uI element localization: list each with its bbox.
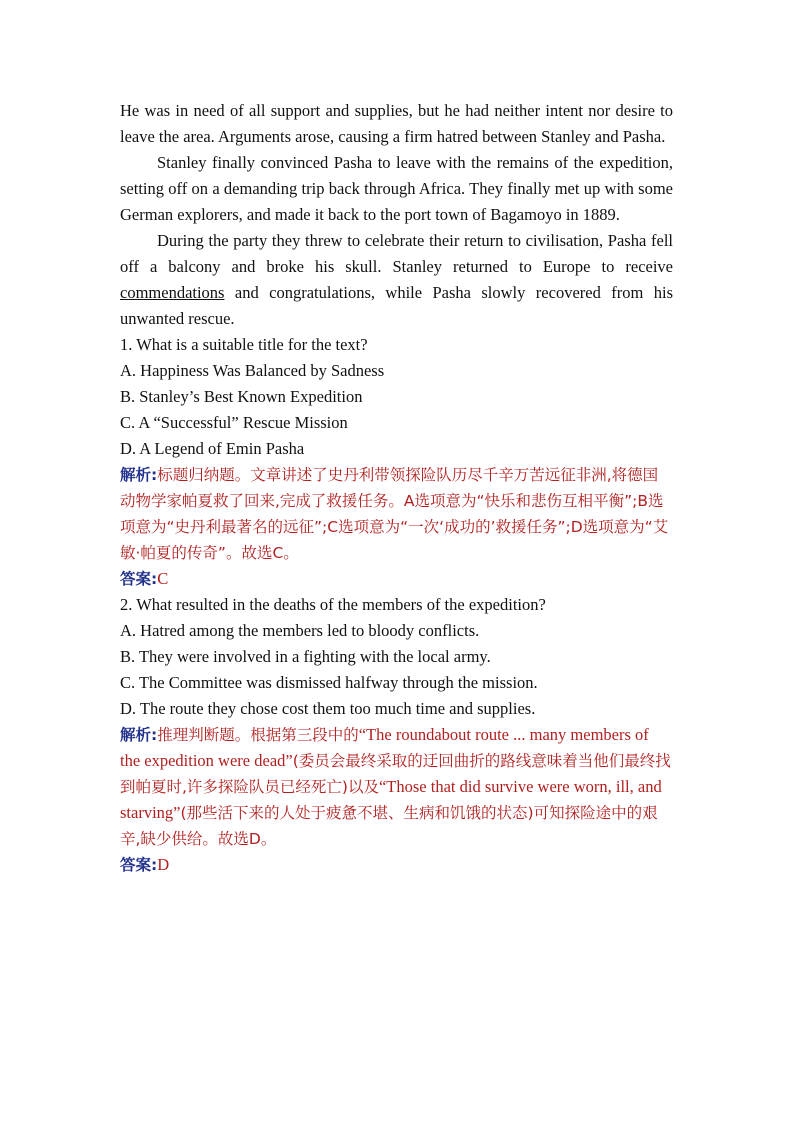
q2-option-b: B. They were involved in a fighting with the local army. [120, 647, 491, 666]
answer-label: 答案: [120, 570, 158, 588]
q2-analysis-text-b: (委员会最终采取的迂回曲折的路线意味着当他们最终找到帕夏时,许多探险队员已经死亡)以及 [120, 752, 671, 796]
q1-option-a: A. Happiness Was Balanced by Sadness [120, 361, 385, 380]
q1-answer [120, 566, 673, 592]
question-2: 2. What resulted in the deaths of the members of the expedition? [120, 595, 546, 614]
q2-analysis-quote-1: “The roundabout route ... many members of the expedition were dead” [120, 725, 649, 770]
passage-paragraph-2: Stanley finally convinced Pasha to leave with the remains of the expedition, setting off on a demanding trip back through Africa. They finally met up with some German explorers, and made it back to the port town of Bagamoyo in 1889. [120, 153, 673, 224]
passage-paragraph-1: He was in need of all support and supplies, but he had neither intent nor desire to leave the area. Arguments arose, causing a firm hatred between Stanley and Pasha. [120, 101, 673, 146]
q2-analysis [120, 722, 673, 852]
underlined-word: commendations [120, 283, 225, 302]
q1-answer-value: C [157, 569, 169, 588]
passage-p3-text: During the party they threw to celebrate their return to civilisation, Pasha fell off a balcony and broke his skull. Stanley returned to Europe to receive [120, 231, 673, 276]
passage-paragraph-3 [120, 228, 673, 332]
q2-answer [120, 852, 673, 878]
q2-option-d: D. The route they chose cost them too much time and supplies. [120, 699, 536, 718]
analysis-label: 解析: [120, 726, 158, 744]
q2-analysis-quote-2: “Those that did survive were worn, ill, and starving” [120, 777, 662, 822]
passage-p3-text-end: and congratulations, while Pasha slowly recovered from his unwanted rescue. [120, 283, 673, 328]
answer-label: 答案: [120, 856, 158, 874]
q1-analysis-text: 标题归纳题。文章讲述了史丹利带领探险队历尽千辛万苦远征非洲,将德国动物学家帕夏救了回来,完成了救援任务。A选项意为“快乐和悲伤互相平衡”;B选项意为“史丹利最著名的远征”;C选项意为“一次‘成功的’救援任务”;D选项意为“艾敏·帕夏的传奇”。故选C。 [120, 466, 669, 562]
q1-analysis [120, 462, 673, 566]
question-1: 1. What is a suitable title for the text? [120, 335, 368, 354]
q2-analysis-text-a: 推理判断题。根据第三段中的 [157, 726, 359, 744]
q2-option-c: C. The Committee was dismissed halfway through the mission. [120, 673, 538, 692]
q2-option-a: A. Hatred among the members led to bloody conflicts. [120, 621, 480, 640]
analysis-label: 解析: [120, 466, 158, 484]
q1-option-b: B. Stanley’s Best Known Expedition [120, 387, 363, 406]
q2-analysis-text-c: (那些活下来的人处于疲惫不堪、生病和饥饿的状态)可知探险途中的艰辛,缺少供给。故选D。 [120, 804, 658, 848]
q1-option-d: D. A Legend of Emin Pasha [120, 439, 305, 458]
document-content [120, 98, 673, 878]
q1-option-c: C. A “Successful” Rescue Mission [120, 413, 348, 432]
q2-answer-value: D [157, 855, 170, 874]
